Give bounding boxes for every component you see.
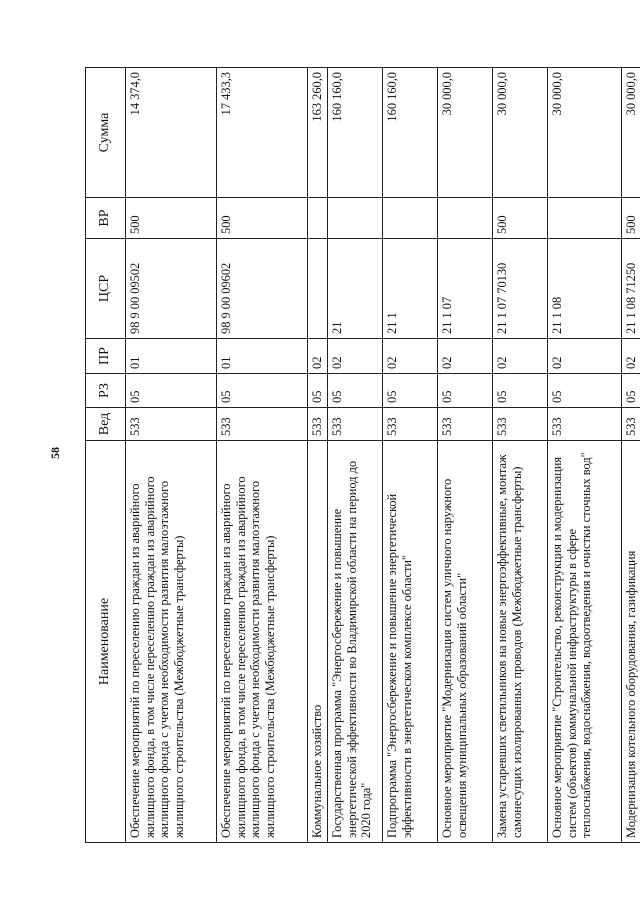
row-sum: 160 160,0 bbox=[328, 68, 383, 198]
row-name: Замена устаревших светильников на новые энергоэффективные, монтаж самонесущих изолированных проводов (Межбюджетные трансферты) bbox=[493, 441, 548, 843]
row-vr: 500 bbox=[126, 198, 217, 239]
row-vr bbox=[328, 198, 383, 239]
row-sum: 30 000,0 bbox=[438, 68, 493, 198]
header-rz: РЗ bbox=[86, 374, 126, 408]
row-ved: 533 bbox=[622, 408, 640, 441]
row-ved: 533 bbox=[328, 408, 383, 441]
row-ved: 533 bbox=[493, 408, 548, 441]
row-ved: 533 bbox=[438, 408, 493, 441]
row-pr: 02 bbox=[622, 339, 640, 374]
table-row bbox=[383, 68, 438, 843]
row-rz: 05 bbox=[622, 374, 640, 408]
row-vr: 500 bbox=[217, 198, 308, 239]
row-csr: 21 bbox=[328, 239, 383, 339]
table-row bbox=[548, 68, 622, 843]
header-ved: Вед bbox=[86, 408, 126, 441]
row-rz: 05 bbox=[383, 374, 438, 408]
header-csr: ЦСР bbox=[86, 239, 126, 339]
row-sum: 17 433,3 bbox=[217, 68, 308, 198]
page-number: 58 bbox=[48, 447, 62, 459]
row-vr bbox=[548, 198, 622, 239]
row-vr bbox=[308, 198, 328, 239]
row-name: Обеспечение мероприятий по переселению граждан из аварийного жилищного фонда, в том числе переселению граждан из аварийного жилищного фонда с учетом необходимости развития малоэтажного жилищного строительства (Межбюджетные трансферты) bbox=[126, 441, 217, 843]
row-name: Государственная программа "Энергосбережение и повышение энергетической эффективности во Владимирской области на период до 2020 года" bbox=[328, 441, 383, 843]
row-name: Модернизация котельного оборудования, газификация bbox=[622, 441, 640, 843]
row-name: Основное мероприятие "Строительство, реконструкция и модернизация систем (объектов) коммунальной инфраструктуры в сфере теплоснабжения, водоснабжения, водоотведения и очистки сточных вод" bbox=[548, 441, 622, 843]
row-ved: 533 bbox=[548, 408, 622, 441]
row-pr: 01 bbox=[126, 339, 217, 374]
header-name: Наименование bbox=[86, 441, 126, 843]
row-name: Основное мероприятие "Модернизация систем уличного наружного освещения муниципальных образований области" bbox=[438, 441, 493, 843]
row-pr: 02 bbox=[383, 339, 438, 374]
row-pr: 02 bbox=[548, 339, 622, 374]
header-vr: ВР bbox=[86, 198, 126, 239]
table-header-row bbox=[86, 68, 126, 843]
row-rz: 05 bbox=[438, 374, 493, 408]
row-rz: 05 bbox=[548, 374, 622, 408]
row-sum: 14 374,0 bbox=[126, 68, 217, 198]
header-sum: Сумма bbox=[86, 68, 126, 198]
row-rz: 05 bbox=[308, 374, 328, 408]
row-ved: 533 bbox=[126, 408, 217, 441]
row-rz: 05 bbox=[328, 374, 383, 408]
table-row bbox=[438, 68, 493, 843]
row-csr: 21 1 07 70130 bbox=[493, 239, 548, 339]
row-pr: 02 bbox=[308, 339, 328, 374]
row-rz: 05 bbox=[217, 374, 308, 408]
row-vr: 500 bbox=[493, 198, 548, 239]
budget-table-rotated bbox=[85, 68, 638, 843]
row-csr: 21 1 08 bbox=[548, 239, 622, 339]
row-rz: 05 bbox=[126, 374, 217, 408]
row-name: Подпрограмма "Энергосбережение и повышение энергетической эффективности в энергетическом комплексе области" bbox=[383, 441, 438, 843]
row-csr bbox=[308, 239, 328, 339]
row-pr: 02 bbox=[493, 339, 548, 374]
row-vr bbox=[438, 198, 493, 239]
row-pr: 02 bbox=[438, 339, 493, 374]
budget-table bbox=[85, 67, 640, 843]
table-row bbox=[493, 68, 548, 843]
row-name: Коммунальное хозяйство bbox=[308, 441, 328, 843]
table-row bbox=[308, 68, 328, 843]
row-vr: 500 bbox=[622, 198, 640, 239]
row-csr: 21 1 08 71250 bbox=[622, 239, 640, 339]
row-sum: 160 160,0 bbox=[383, 68, 438, 198]
table-row bbox=[622, 68, 640, 843]
row-ved: 533 bbox=[383, 408, 438, 441]
row-csr: 98 9 00 09502 bbox=[126, 239, 217, 339]
row-sum: 30 000,0 bbox=[493, 68, 548, 198]
row-sum: 163 260,0 bbox=[308, 68, 328, 198]
row-vr bbox=[383, 198, 438, 239]
row-csr: 98 9 00 09602 bbox=[217, 239, 308, 339]
header-pr: ПР bbox=[86, 339, 126, 374]
row-ved: 533 bbox=[217, 408, 308, 441]
table-row bbox=[126, 68, 217, 843]
row-sum: 30 000,0 bbox=[622, 68, 640, 198]
row-csr: 21 1 07 bbox=[438, 239, 493, 339]
row-sum: 30 000,0 bbox=[548, 68, 622, 198]
table-row bbox=[217, 68, 308, 843]
row-rz: 05 bbox=[493, 374, 548, 408]
row-pr: 01 bbox=[217, 339, 308, 374]
row-name: Обеспечение мероприятий по переселению граждан из аварийного жилищного фонда, в том числе переселению граждан из аварийного жилищного фонда с учетом необходимости развития малоэтажного жилищного строительства (Межбюджетные трансферты) bbox=[217, 441, 308, 843]
table-row bbox=[328, 68, 383, 843]
row-csr: 21 1 bbox=[383, 239, 438, 339]
row-ved: 533 bbox=[308, 408, 328, 441]
row-pr: 02 bbox=[328, 339, 383, 374]
